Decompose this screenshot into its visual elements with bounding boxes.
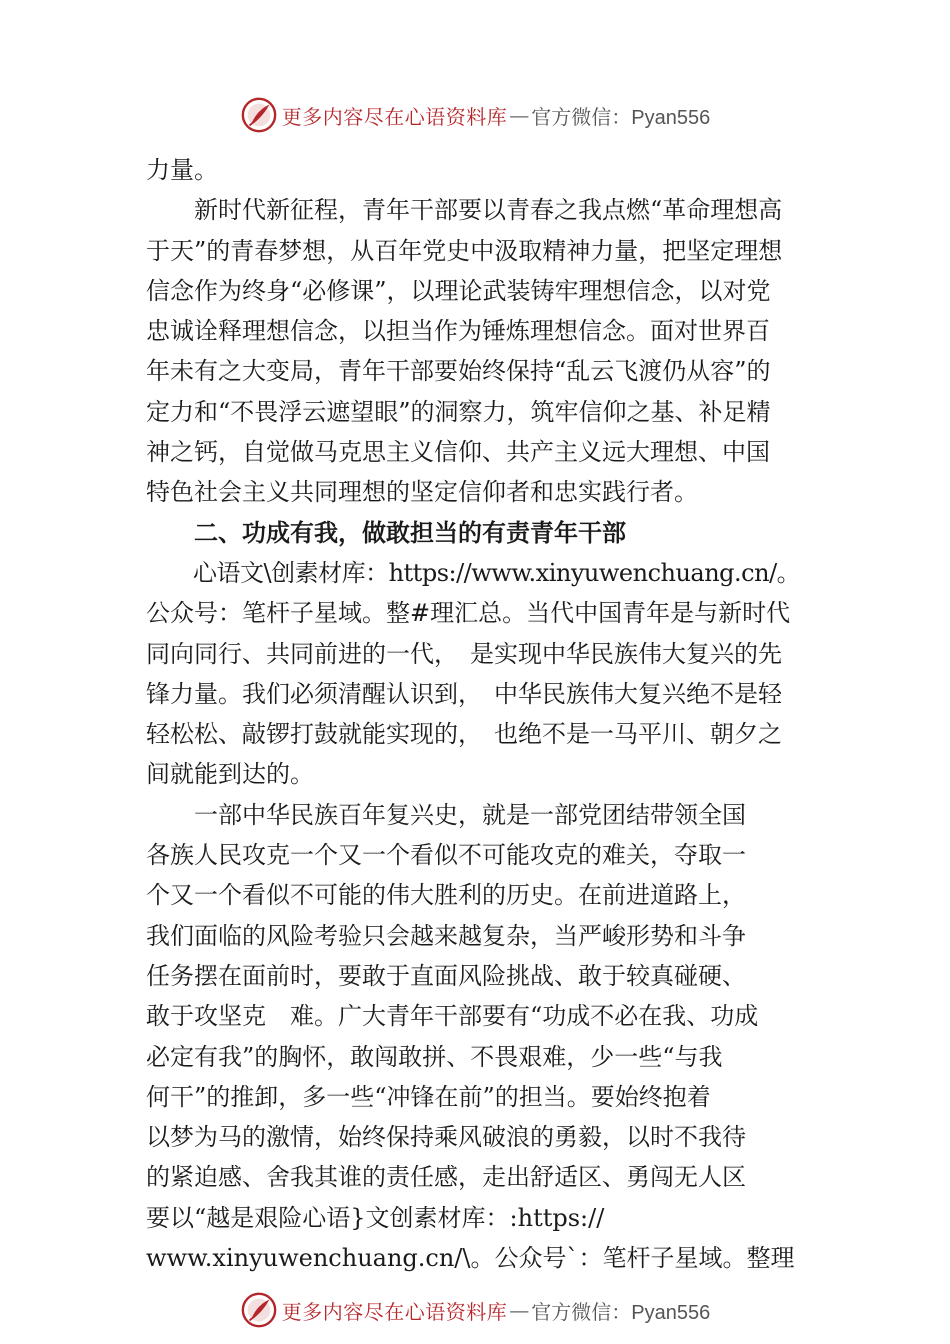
text-line: 何干”的推卸，多一些“冲锋在前”的担当。要始终抱着 xyxy=(146,1082,711,1111)
text-line: 心语文\创素材库：https://www.xinyuwenchuang.cn/。 xyxy=(146,558,801,587)
header-banner xyxy=(0,95,950,135)
text-line: 神之钙，自觉做马克思主义信仰、共产主义远大理想、中国 xyxy=(146,438,770,467)
text-line: 个又一个看似不可能的伟大胜利的历史。在前进道路上， xyxy=(146,881,746,910)
text-line: 力量。 xyxy=(146,156,218,184)
text-line: 敢于攻坚克 难。广大青年干部要有“功成不必在我、功成 xyxy=(146,1002,759,1031)
text-line: www.xinyuwenchuang.cn/\。公众号`：笔杆子星域。整理 xyxy=(146,1244,795,1273)
text-line: 同向同行、共同前进的一代， 是实现中华民族伟大复兴的先 xyxy=(146,639,782,668)
banner-wechat: 官方微信：Pyan556 xyxy=(531,106,711,129)
section-heading: 二、功成有我，做敢担当的有责青年干部 xyxy=(146,518,626,547)
banner-title: 更多内容尽在心语资料库 xyxy=(281,104,508,129)
text-line: 锋力量。我们必须清醒认识到， 中华民族伟大复兴绝不是轻 xyxy=(146,679,782,708)
banner-title: 更多内容尽在心语资料库 xyxy=(281,1299,508,1324)
text-line: 各族人民攻克一个又一个看似不可能攻克的难关，夺取一 xyxy=(146,841,746,870)
text-line: 忠诚诠释理想信念，以担当作为锤炼理想信念。面对世界百 xyxy=(146,317,770,346)
text-line: 于天”的青春梦想，从百年党史中汲取精神力量，把坚定理想 xyxy=(146,236,783,265)
text-line: 年未有之大变局，青年干部要始终保持“乱云飞渡仍从容”的 xyxy=(146,357,771,386)
text-line: 特色社会主义共同理想的坚定信仰者和忠实践行者。 xyxy=(146,478,698,507)
banner-wechat: 官方微信：Pyan556 xyxy=(531,1301,711,1324)
text-line: 轻松松、敲锣打鼓就能实现的， 也绝不是一马平川、朝夕之 xyxy=(146,720,782,749)
text-line: 以梦为马的激情，始终保持乘风破浪的勇毅，以时不我待 xyxy=(146,1123,746,1152)
banner-dash: — xyxy=(509,103,530,127)
quill-logo-icon xyxy=(240,96,278,134)
text-line: 定力和“不畏浮云遮望眼”的洞察力，筑牢信仰之基、补足精 xyxy=(146,397,771,426)
document-body xyxy=(146,150,806,1278)
text-line: 我们面临的风险考验只会越来越复杂，当严峻形势和斗争 xyxy=(146,921,746,950)
quill-logo-icon xyxy=(240,1291,278,1329)
text-line: 的紧迫感、舍我其谁的责任感，走出舒适区、勇闯无人区 xyxy=(146,1163,746,1192)
text-line: 公众号：笔杆子星域。整#理汇总。当代中国青年是与新时代 xyxy=(146,599,791,628)
text-line: 间就能到达的。 xyxy=(146,760,314,789)
text-line: 信念作为终身“必修课”，以理论武装铸牢理想信念，以对党 xyxy=(146,276,771,305)
text-line: 一部中华民族百年复兴史，就是一部党团结带领全国 xyxy=(146,800,746,829)
banner-dash: — xyxy=(509,1298,530,1322)
text-line: 要以“越是艰险心语}文创素材库：:https:// xyxy=(146,1203,605,1232)
text-line: 必定有我”的胸怀，敢闯敢拼、不畏艰难，少一些“与我 xyxy=(146,1042,723,1071)
footer-banner xyxy=(0,1290,950,1330)
text-line: 任务摆在面前时，要敢于直面风险挑战、敢于较真碰硬、 xyxy=(146,961,746,990)
text-line: 新时代新征程，青年干部要以青春之我点燃“革命理想高 xyxy=(146,196,783,225)
